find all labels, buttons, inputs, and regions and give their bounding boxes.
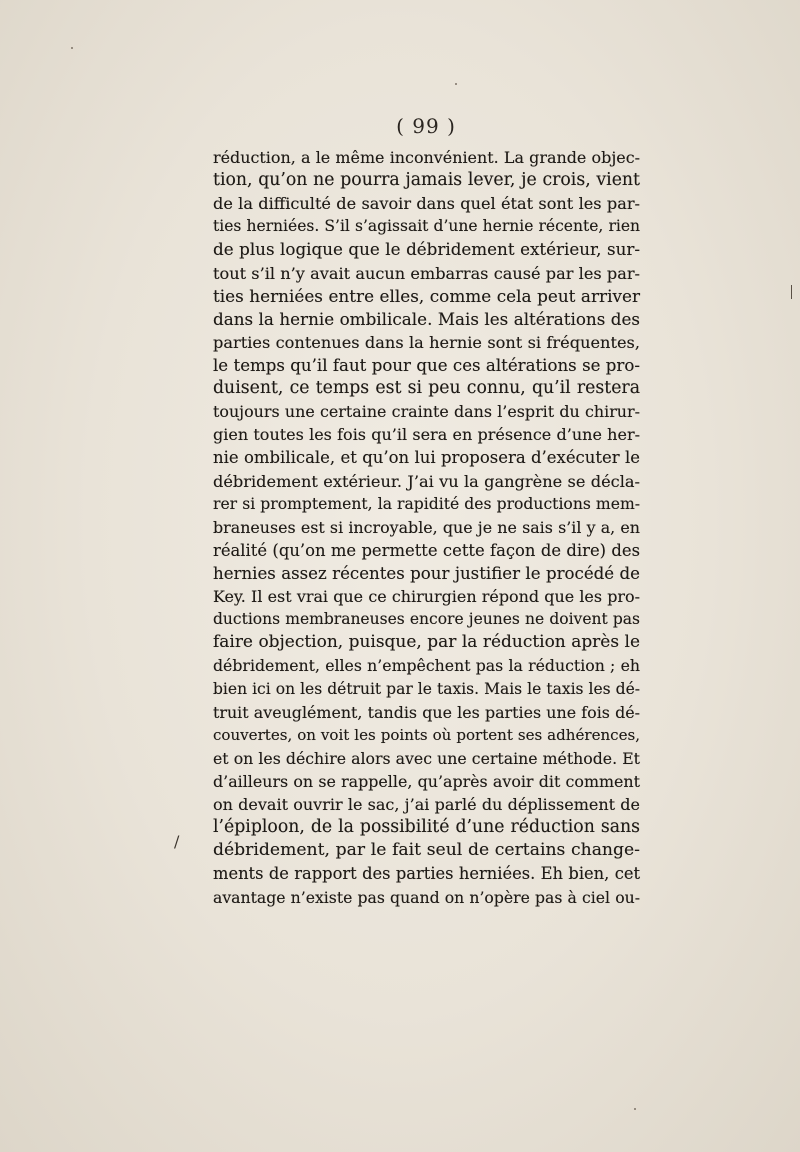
- text-line: parties contenues dans la hernie sont si fréquentes,: [213, 332, 640, 352]
- text-line: et on les déchire alors avec une certaine méthode. Et: [213, 748, 640, 768]
- text-line: réduction, a le même inconvénient. La grande objec-: [213, 148, 640, 167]
- text-line: truit aveuglément, tandis que les parties une fois dé-: [213, 702, 640, 722]
- paper-speck: [71, 47, 73, 49]
- text-line: bien ici on les détruit par le taxis. Mais le taxis les dé-: [213, 679, 640, 698]
- edge-mark: [791, 285, 792, 299]
- paper-speck: [634, 1108, 636, 1110]
- text-line: tout s’il n’y avait aucun embarras causé par les par-: [213, 263, 640, 283]
- text-line: braneuses est si incroyable, que je ne sais s’il y a, en: [213, 517, 640, 537]
- text-line: on devait ouvrir le sac, j’ai parlé du déplissement de: [213, 795, 640, 815]
- text-line: le temps qu’il faut pour que ces altérations se pro-: [213, 355, 640, 375]
- text-line: faire objection, puisque, par la réduction après le: [213, 632, 640, 653]
- text-line: dans la hernie ombilicale. Mais les altérations des: [213, 308, 640, 329]
- text-line: Key. Il est vrai que ce chirurgien répond que les pro-: [213, 587, 640, 607]
- text-line: débridement, par le fait seul de certains change-: [213, 840, 640, 861]
- text-line: avantage n’existe pas quand on n’opère pas à ciel ou-: [213, 887, 640, 907]
- text-line: toujours une certaine crainte dans l’esprit du chirur-: [213, 402, 640, 422]
- text-line: couvertes, on voit les points où portent ses adhérences,: [213, 725, 640, 744]
- text-line: l’épiploon, de la possibilité d’une réduction sans: [213, 817, 640, 838]
- text-line: débridement, elles n’empêchent pas la réduction ; eh: [213, 656, 640, 676]
- text-line: ties herniées. S’il s’agissait d’une hernie récente, rien: [213, 217, 640, 236]
- text-line: nie ombilicale, et qu’on lui proposera d’exécuter le: [213, 448, 640, 468]
- text-line: de plus logique que le débridement extérieur, sur-: [213, 239, 640, 260]
- text-line: d’ailleurs on se rappelle, qu’après avoir dit comment: [213, 771, 640, 791]
- text-line: rer si promptement, la rapidité des productions mem-: [213, 494, 640, 513]
- text-line: ties herniées entre elles, comme cela peut arriver: [213, 285, 640, 306]
- text-line: tion, qu’on ne pourra jamais lever, je crois, vient: [213, 170, 640, 191]
- text-line: hernies assez récentes pour justifier le procédé de: [213, 563, 640, 583]
- text-line: ductions membraneuses encore jeunes ne doivent pas: [213, 610, 640, 629]
- margin-pencil-mark: /: [174, 832, 180, 851]
- text-line: débridement extérieur. J’ai vu la gangrène se décla-: [213, 471, 640, 491]
- paper-speck: [455, 83, 457, 85]
- text-line: gien toutes les fois qu’il sera en présence d’une her-: [213, 425, 640, 445]
- text-line: duisent, ce temps est si peu connu, qu’il restera: [213, 378, 640, 399]
- text-line: de la difficulté de savoir dans quel état sont les par-: [213, 194, 640, 214]
- body-text: [213, 146, 640, 909]
- text-line: ments de rapport des parties herniées. Eh bien, cet: [213, 864, 640, 884]
- text-line: réalité (qu’on me permette cette façon de dire) des: [213, 540, 640, 560]
- page-number: ( 99 ): [396, 114, 456, 138]
